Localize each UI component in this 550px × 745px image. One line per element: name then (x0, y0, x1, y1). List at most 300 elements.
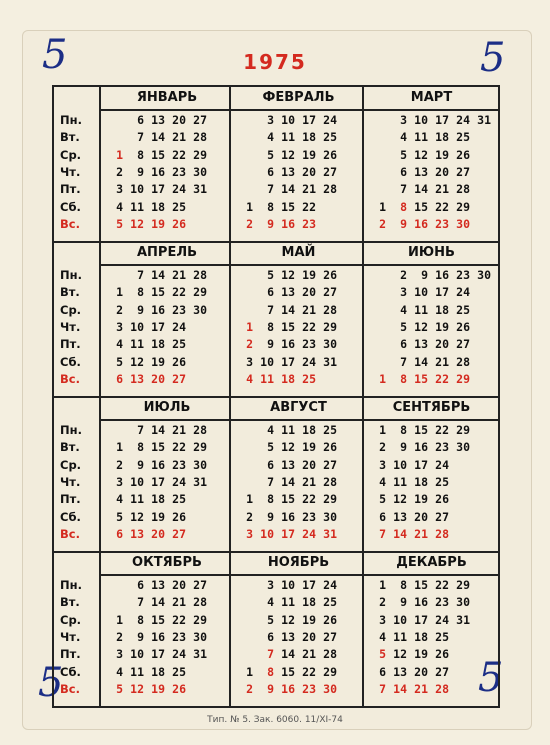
day-number: 25 (323, 423, 337, 437)
day-number: 1 (116, 285, 123, 300)
day-number: 9 (400, 216, 407, 231)
day-number: 8 (400, 199, 407, 214)
day-number: 27 (172, 371, 186, 386)
day-number: 9 (267, 509, 274, 524)
month-name: ИЮНЬ (408, 245, 455, 260)
day-number: 3 (379, 457, 386, 472)
day-number: 23 (172, 164, 186, 179)
day-number: 28 (456, 182, 470, 197)
day-number: 13 (393, 664, 407, 679)
day-number: 18 (302, 130, 316, 145)
day-number: 24 (172, 474, 186, 489)
day-number: 7 (137, 268, 144, 282)
day-number: 7 (379, 681, 386, 696)
day-number: 3 (116, 647, 123, 662)
day-number: 22 (302, 199, 316, 214)
weekday-label: Вт. (60, 130, 80, 145)
weekday-label: Ср. (60, 612, 82, 627)
day-number: 27 (323, 164, 337, 179)
day-number: 11 (281, 130, 295, 145)
day-number: 5 (379, 647, 386, 662)
day-number: 22 (302, 664, 316, 679)
day-number: 28 (193, 423, 207, 437)
day-number: 9 (400, 440, 407, 455)
day-number: 21 (414, 681, 428, 696)
day-number: 30 (323, 681, 337, 696)
day-number: 1 (379, 423, 386, 437)
day-number: 18 (435, 302, 449, 317)
day-number: 19 (435, 319, 449, 334)
day-number: 28 (193, 595, 207, 610)
day-number: 7 (137, 130, 144, 145)
day-number: 14 (393, 681, 407, 696)
weekday-label: Пн. (60, 268, 82, 282)
weekday-label: Пн. (60, 423, 82, 437)
day-number: 23 (435, 440, 449, 455)
day-number: 28 (435, 681, 449, 696)
day-number: 23 (302, 681, 316, 696)
day-number: 28 (193, 130, 207, 145)
day-number: 15 (151, 440, 165, 455)
print-info: Тип. № 5. Зак. 6060. 11/XI-74 (207, 715, 343, 725)
day-number: 29 (456, 371, 470, 386)
day-number: 22 (435, 371, 449, 386)
day-number: 27 (172, 526, 186, 541)
month-name: АПРЕЛЬ (136, 245, 198, 260)
day-number: 7 (267, 647, 274, 662)
month-name: СЕНТЯБРЬ (392, 400, 471, 415)
day-number: 8 (137, 285, 144, 300)
day-number: 28 (323, 302, 337, 317)
day-number: 24 (456, 113, 470, 127)
day-number: 26 (172, 509, 186, 524)
day-number: 12 (281, 440, 295, 455)
weekday-label: Ср. (60, 302, 82, 317)
day-number: 7 (137, 423, 144, 437)
weekday-label: Пн. (60, 578, 82, 592)
day-number: 1 (246, 319, 253, 334)
column-divider (362, 242, 364, 397)
day-number: 4 (379, 629, 386, 644)
day-number: 3 (379, 612, 386, 627)
day-number: 23 (456, 268, 470, 282)
day-number: 20 (172, 578, 186, 592)
day-number: 25 (323, 595, 337, 610)
day-number: 9 (267, 216, 274, 231)
day-number: 30 (193, 629, 207, 644)
day-number: 4 (116, 337, 123, 352)
day-number: 15 (414, 371, 428, 386)
month-name: МАРТ (410, 90, 453, 105)
day-number: 18 (302, 595, 316, 610)
day-number: 31 (193, 647, 207, 662)
day-number: 29 (193, 440, 207, 455)
day-number: 13 (414, 337, 428, 352)
day-number: 29 (456, 423, 470, 437)
weekday-label: Пт. (60, 182, 81, 197)
day-number: 29 (323, 664, 337, 679)
day-number: 11 (414, 130, 428, 145)
month-name: ЯНВАРЬ (136, 90, 198, 105)
day-number: 8 (400, 371, 407, 386)
day-number: 25 (302, 371, 316, 386)
weekday-label: Вс. (60, 526, 80, 541)
day-number: 28 (323, 474, 337, 489)
day-number: 29 (193, 147, 207, 162)
day-number: 17 (302, 113, 316, 127)
column-divider (229, 397, 231, 552)
day-number: 9 (421, 268, 428, 282)
day-number: 25 (456, 130, 470, 145)
day-number: 10 (414, 285, 428, 300)
day-number: 16 (414, 595, 428, 610)
weekday-label: Ср. (60, 457, 82, 472)
day-number: 18 (414, 474, 428, 489)
day-number: 23 (172, 302, 186, 317)
day-number: 30 (456, 440, 470, 455)
day-number: 30 (477, 268, 491, 282)
day-number: 11 (130, 664, 144, 679)
day-number: 26 (323, 612, 337, 627)
day-number: 10 (414, 113, 428, 127)
day-number: 15 (151, 612, 165, 627)
month-name: МАЙ (281, 245, 316, 260)
day-number: 9 (137, 629, 144, 644)
day-number: 25 (323, 130, 337, 145)
day-number: 28 (456, 354, 470, 369)
day-number: 7 (400, 182, 407, 197)
day-number: 16 (281, 337, 295, 352)
day-number: 18 (281, 371, 295, 386)
day-number: 11 (260, 371, 274, 386)
weekday-label: Вс. (60, 216, 80, 231)
day-number: 20 (151, 371, 165, 386)
day-number: 10 (281, 113, 295, 127)
day-number: 21 (172, 423, 186, 437)
day-number: 4 (400, 302, 407, 317)
day-number: 20 (414, 509, 428, 524)
day-number: 6 (116, 371, 123, 386)
day-number: 7 (267, 182, 274, 197)
day-number: 22 (435, 423, 449, 437)
day-number: 25 (172, 664, 186, 679)
day-number: 28 (435, 526, 449, 541)
day-number: 5 (267, 440, 274, 455)
day-number: 18 (151, 492, 165, 507)
day-number: 16 (151, 302, 165, 317)
day-number: 1 (379, 371, 386, 386)
day-number: 10 (393, 612, 407, 627)
day-number: 14 (151, 268, 165, 282)
day-number: 6 (267, 164, 274, 179)
day-number: 27 (323, 629, 337, 644)
day-number: 26 (456, 147, 470, 162)
day-number: 11 (130, 199, 144, 214)
day-number: 22 (302, 492, 316, 507)
day-number: 4 (246, 371, 253, 386)
day-number: 3 (267, 113, 274, 127)
day-number: 19 (302, 612, 316, 627)
day-number: 25 (172, 492, 186, 507)
day-number: 22 (172, 440, 186, 455)
day-number: 20 (414, 664, 428, 679)
day-number: 30 (193, 457, 207, 472)
day-number: 26 (323, 268, 337, 282)
header-divider (100, 109, 498, 111)
day-number: 13 (414, 164, 428, 179)
day-number: 13 (151, 113, 165, 127)
column-divider (362, 552, 364, 707)
handwritten-mark-bottom-left: 5 (38, 660, 64, 706)
day-number: 27 (435, 509, 449, 524)
day-number: 3 (116, 182, 123, 197)
handwritten-mark-top-left: 5 (42, 32, 68, 78)
day-number: 19 (151, 681, 165, 696)
weekday-label: Пт. (60, 337, 81, 352)
day-number: 10 (130, 182, 144, 197)
day-number: 2 (116, 629, 123, 644)
day-number: 21 (302, 302, 316, 317)
day-number: 30 (456, 595, 470, 610)
day-number: 23 (302, 509, 316, 524)
day-number: 31 (456, 612, 470, 627)
day-number: 26 (323, 147, 337, 162)
day-number: 30 (193, 164, 207, 179)
day-number: 17 (414, 457, 428, 472)
day-number: 1 (116, 440, 123, 455)
day-number: 22 (435, 199, 449, 214)
day-number: 15 (281, 199, 295, 214)
day-number: 2 (116, 457, 123, 472)
day-number: 31 (477, 113, 491, 127)
day-number: 8 (400, 423, 407, 437)
day-number: 6 (400, 337, 407, 352)
day-number: 25 (172, 199, 186, 214)
day-number: 12 (130, 681, 144, 696)
day-number: 29 (456, 199, 470, 214)
day-number: 18 (302, 423, 316, 437)
day-number: 12 (130, 216, 144, 231)
day-number: 8 (267, 492, 274, 507)
day-number: 15 (414, 199, 428, 214)
day-number: 13 (281, 629, 295, 644)
day-number: 24 (172, 319, 186, 334)
day-number: 1 (246, 492, 253, 507)
day-number: 1 (246, 199, 253, 214)
day-number: 10 (281, 578, 295, 592)
day-number: 1 (379, 199, 386, 214)
day-number: 24 (456, 285, 470, 300)
day-number: 28 (323, 647, 337, 662)
weekday-label: Пн. (60, 113, 82, 127)
day-number: 3 (116, 474, 123, 489)
day-number: 12 (393, 492, 407, 507)
day-number: 3 (400, 113, 407, 127)
weekday-label: Вс. (60, 681, 80, 696)
day-number: 26 (435, 647, 449, 662)
day-number: 24 (435, 457, 449, 472)
day-number: 18 (151, 664, 165, 679)
day-number: 25 (456, 302, 470, 317)
day-number: 8 (137, 147, 144, 162)
weekday-label: Чт. (60, 474, 81, 489)
day-number: 19 (302, 440, 316, 455)
day-number: 5 (116, 681, 123, 696)
day-number: 31 (323, 526, 337, 541)
day-number: 19 (435, 147, 449, 162)
day-number: 18 (435, 130, 449, 145)
day-number: 16 (151, 457, 165, 472)
day-number: 7 (137, 595, 144, 610)
column-divider (229, 552, 231, 707)
day-number: 12 (130, 354, 144, 369)
day-number: 20 (435, 164, 449, 179)
month-name: ФЕВРАЛЬ (262, 90, 335, 105)
month-name: ДЕКАБРЬ (396, 555, 467, 570)
day-number: 10 (130, 474, 144, 489)
day-number: 26 (435, 492, 449, 507)
month-name: ОКТЯБРЬ (132, 555, 202, 570)
day-number: 19 (302, 147, 316, 162)
day-number: 16 (414, 440, 428, 455)
day-number: 11 (281, 595, 295, 610)
day-number: 23 (302, 216, 316, 231)
day-number: 27 (323, 285, 337, 300)
day-number: 20 (302, 629, 316, 644)
day-number: 12 (281, 147, 295, 162)
day-number: 10 (130, 647, 144, 662)
day-number: 11 (393, 474, 407, 489)
day-number: 13 (281, 457, 295, 472)
day-number: 1 (116, 612, 123, 627)
day-number: 10 (130, 319, 144, 334)
header-divider (100, 574, 498, 576)
day-number: 13 (130, 526, 144, 541)
weekday-label: Сб. (60, 664, 81, 679)
weekday-label: Пт. (60, 647, 81, 662)
day-number: 17 (151, 182, 165, 197)
day-number: 20 (302, 457, 316, 472)
day-number: 15 (414, 578, 428, 592)
day-number: 21 (414, 526, 428, 541)
day-number: 15 (151, 285, 165, 300)
day-number: 17 (151, 474, 165, 489)
day-number: 24 (435, 612, 449, 627)
month-name: ИЮЛЬ (143, 400, 191, 415)
day-number: 26 (172, 354, 186, 369)
day-number: 29 (456, 578, 470, 592)
day-number: 25 (172, 337, 186, 352)
day-number: 27 (456, 164, 470, 179)
day-number: 27 (193, 578, 207, 592)
day-number: 1 (116, 147, 123, 162)
day-number: 4 (267, 130, 274, 145)
day-number: 6 (137, 578, 144, 592)
day-number: 3 (246, 526, 253, 541)
day-number: 7 (379, 526, 386, 541)
day-number: 15 (281, 319, 295, 334)
day-number: 18 (151, 199, 165, 214)
day-number: 11 (393, 629, 407, 644)
day-number: 8 (267, 199, 274, 214)
day-number: 26 (323, 440, 337, 455)
day-number: 17 (302, 578, 316, 592)
day-number: 9 (267, 681, 274, 696)
day-number: 26 (172, 216, 186, 231)
day-number: 13 (281, 285, 295, 300)
day-number: 17 (435, 113, 449, 127)
day-number: 15 (414, 423, 428, 437)
day-number: 19 (151, 216, 165, 231)
day-number: 21 (172, 130, 186, 145)
day-number: 26 (172, 681, 186, 696)
day-number: 27 (193, 113, 207, 127)
day-number: 2 (116, 164, 123, 179)
weekday-label: Ср. (60, 147, 82, 162)
day-number: 31 (193, 474, 207, 489)
day-number: 4 (400, 130, 407, 145)
day-number: 5 (400, 319, 407, 334)
column-divider (229, 87, 231, 242)
day-number: 23 (172, 457, 186, 472)
column-divider (99, 397, 101, 552)
day-number: 12 (414, 319, 428, 334)
day-number: 29 (193, 612, 207, 627)
day-number: 15 (151, 147, 165, 162)
day-number: 9 (137, 302, 144, 317)
day-number: 3 (246, 354, 253, 369)
day-number: 29 (323, 319, 337, 334)
day-number: 14 (281, 302, 295, 317)
header-divider (100, 419, 498, 421)
day-number: 2 (246, 681, 253, 696)
day-number: 4 (379, 474, 386, 489)
column-divider (362, 87, 364, 242)
day-number: 22 (172, 147, 186, 162)
column-divider (362, 397, 364, 552)
header-divider (100, 264, 498, 266)
day-number: 20 (302, 285, 316, 300)
day-number: 14 (414, 354, 428, 369)
day-number: 21 (172, 268, 186, 282)
day-number: 20 (302, 164, 316, 179)
day-number: 2 (379, 216, 386, 231)
day-number: 12 (281, 612, 295, 627)
day-number: 23 (435, 216, 449, 231)
day-number: 9 (137, 457, 144, 472)
day-number: 6 (379, 509, 386, 524)
day-number: 6 (379, 664, 386, 679)
day-number: 17 (281, 354, 295, 369)
day-number: 14 (393, 526, 407, 541)
day-number: 16 (281, 681, 295, 696)
day-number: 29 (323, 492, 337, 507)
day-number: 10 (393, 457, 407, 472)
day-number: 12 (281, 268, 295, 282)
day-number: 2 (379, 440, 386, 455)
day-number: 13 (281, 164, 295, 179)
day-number: 30 (456, 216, 470, 231)
day-number: 5 (267, 612, 274, 627)
day-number: 21 (302, 182, 316, 197)
column-divider (99, 552, 101, 707)
day-number: 26 (456, 319, 470, 334)
day-number: 10 (260, 354, 274, 369)
day-number: 16 (414, 216, 428, 231)
weekday-label: Чт. (60, 629, 81, 644)
day-number: 15 (281, 492, 295, 507)
day-number: 21 (435, 354, 449, 369)
